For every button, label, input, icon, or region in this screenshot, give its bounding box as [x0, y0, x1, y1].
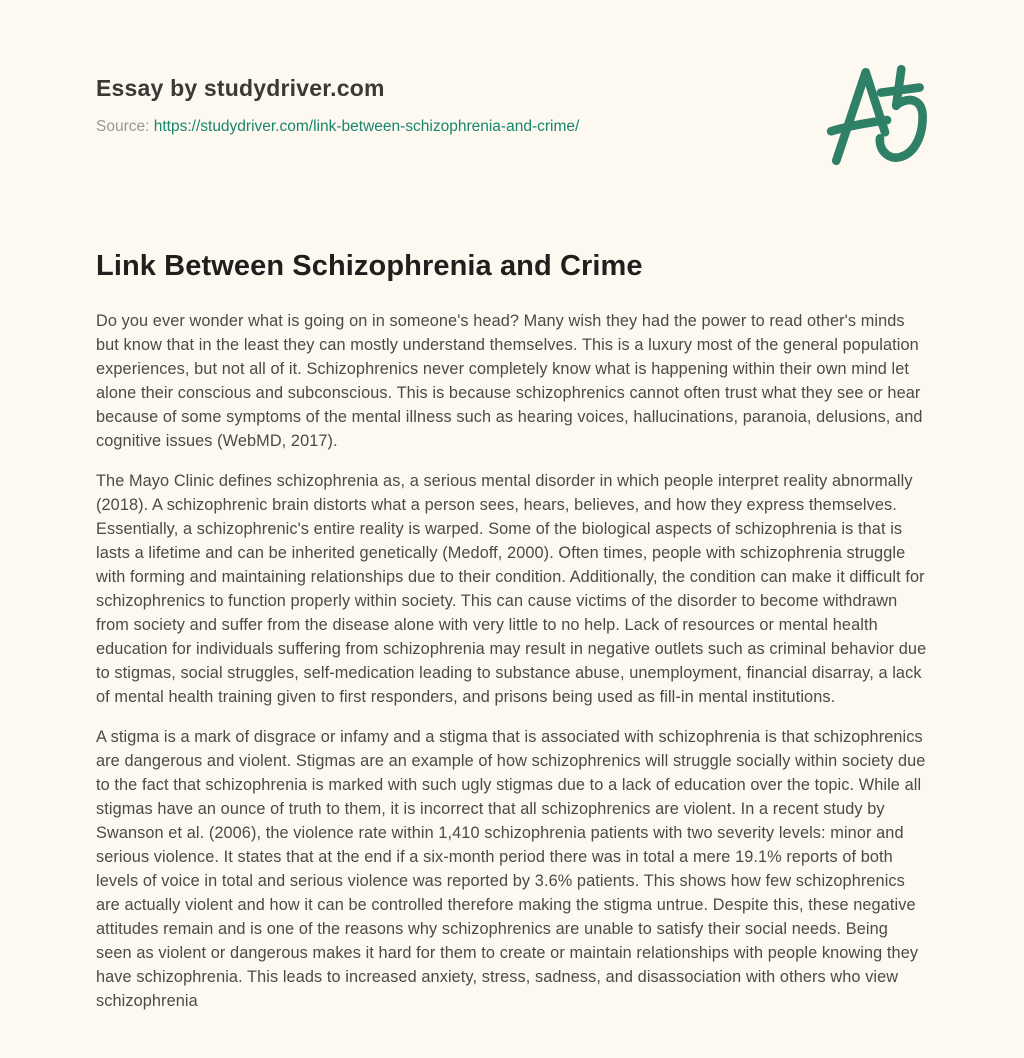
essay-paragraph: Do you ever wonder what is going on in someone's head? Many wish they had the power to read other's minds but know that in the least they can mostly understand themselves. This is a luxury most of the general population experiences, but not all of it. Schizophrenics never completely know what is happening within their own mind let alone their conscious and subconscious. This is because schizophrenics cannot often trust what they see or hear because of some symptoms of the mental illness such as hearing voices, hallucinations, paranoia, delusions, and cognitive issues (WebMD, 2017). — [96, 311, 923, 450]
byline: Essay by studydriver.com — [96, 75, 385, 101]
source-label: Source: — [96, 118, 150, 136]
essay-paragraph: A stigma is a mark of disgrace or infamy and a stigma that is associated with schizophrenia is that schizophrenics are dangerous and violent. Stigmas are an example of how schizophrenics will struggle socially within society due to the fact that schizophrenia is marked with such ugly stigmas due to a lack of education over the topic. While all stigmas have an ounce of truth to them, it is incorrect that all schizophrenics are violent. In a recent study by Swanson et al. (2006), the violence rate within 1,410 schizophrenia patients with two severity levels: minor and serious violence. It states that at the end if a six-month period there was in total a mere 19.1% reports of both levels of voice in total and serious violence was reported by 3.6% patients. This shows how few schizophrenics are actually violent and how it can be controlled therefore making the stigma untrue. Despite this, these negative attitudes remain and is one of the reasons why schizophrenics are unable to satisfy their social needs. Being seen as violent or dangerous makes it hard for them to create or maintain relationships with people knowing they have schizophrenia. This leads to increased anxiety, stress, sadness, and disassociation with others who view schizophrenia — [96, 727, 926, 1010]
essay-body — [96, 309, 928, 1013]
source-line — [96, 118, 928, 137]
document-header — [96, 0, 928, 137]
essay-paragraph: The Mayo Clinic defines schizophrenia as, a serious mental disorder in which people interpret reality abnormally (2018). A schizophrenic brain distorts what a person sees, hears, believes, and how they express themselves. Essentially, a schizophrenic's entire reality is warped. Some of the biological aspects of schizophrenia is that is lasts a lifetime and can be inherited genetically (Medoff, 2000). Often times, people with schizophrenia struggle with forming and maintaining relationships due to their condition. Additionally, the condition can make it difficult for schizophrenics to function properly within society. This can cause victims of the disorder to become withdrawn from society and suffer from the disease alone with very little to no help. Lack of resources or mental health education for individuals suffering from schizophrenia may result in negative outlets such as criminal behavior due to stigmas, social struggles, self-medication leading to substance abuse, unemployment, financial disarray, a lack of mental health training given to first responders, and prisons being used as fill-in mental institutions. — [96, 471, 927, 706]
a-plus-logo-icon — [823, 55, 945, 177]
page-title: Link Between Schizophrenia and Crime — [96, 249, 643, 282]
source-link[interactable]: https://studydriver.com/link-between-schizophrenia-and-crime/ — [153, 118, 580, 136]
